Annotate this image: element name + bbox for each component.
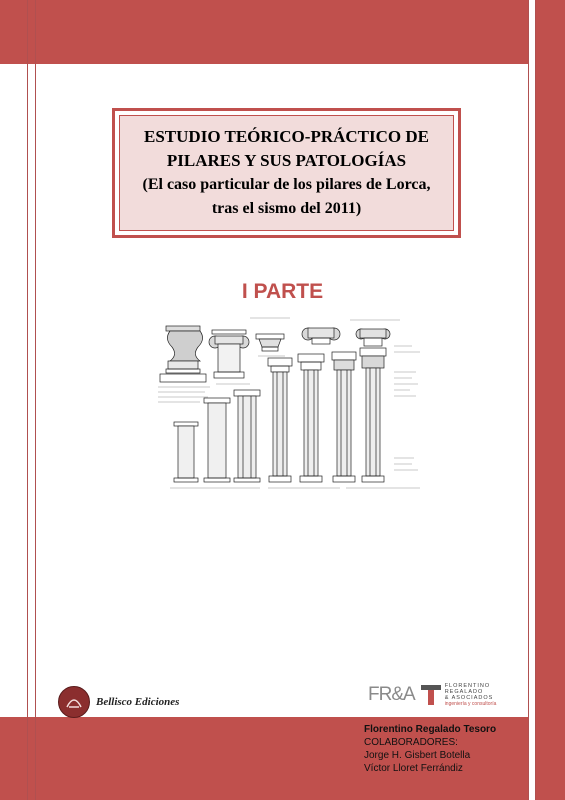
- title-box: [112, 108, 461, 238]
- title-panel: [119, 115, 454, 231]
- ionic-capital: [209, 330, 249, 378]
- firm-name: [445, 683, 497, 707]
- columns-engraving-svg: [150, 312, 435, 495]
- firm-name-line-1: FLORENTINO: [444, 683, 491, 689]
- column-corinthian: [332, 352, 356, 482]
- firm-logo: [368, 683, 496, 707]
- collaborator-2: Víctor Lloret Ferrándiz: [364, 763, 463, 774]
- publisher-logo: [58, 686, 179, 718]
- firm-name-line-4: ingeniería y consultoría: [444, 701, 497, 707]
- left-rule-inner: [35, 0, 36, 800]
- right-rule-inner: [528, 0, 529, 800]
- doric-capital: [256, 334, 284, 351]
- bellisco-logo-icon: [58, 686, 90, 718]
- collaborator-1: Jorge H. Gisbert Botella: [364, 750, 471, 761]
- corinthian-capital: [166, 326, 203, 373]
- ionic-capital-2: [302, 328, 340, 344]
- fra-logo-icon: [421, 685, 441, 705]
- right-rule: [535, 0, 536, 800]
- publisher-name: Bellisco Ediciones: [96, 696, 180, 708]
- column-tuscan-2: [204, 398, 230, 482]
- subtitle-line-1: (El caso particular de los pilares de Lorca,: [142, 176, 431, 193]
- columns-engraving: [150, 312, 435, 495]
- collaborators-label: COLABORADORES:: [364, 737, 458, 748]
- subtitle-line-2: tras el sismo del 2011): [211, 200, 362, 217]
- top-band: [0, 0, 528, 64]
- firm-name-line-2: REGALADO: [444, 689, 484, 695]
- column-composite: [360, 348, 386, 482]
- author-name: Florentino Regalado Tesoro: [364, 724, 497, 735]
- composite-capital: [356, 329, 390, 346]
- column-doric: [234, 390, 260, 482]
- firm-abbrev: FR&A: [368, 684, 415, 705]
- column-ionic-2: [298, 354, 324, 482]
- title-line-1: ESTUDIO TEÓRICO-PRÁCTICO DE: [144, 127, 429, 146]
- right-strip: [536, 0, 565, 800]
- firm-name-line-3: & ASOCIADOS: [444, 695, 494, 701]
- column-ionic: [268, 358, 292, 482]
- column-tuscan-1: [174, 422, 198, 482]
- title-line-2: PILARES Y SUS PATOLOGÍAS: [166, 151, 407, 170]
- left-rule: [27, 0, 28, 800]
- part-label: I PARTE: [241, 280, 324, 303]
- credits: [364, 723, 496, 775]
